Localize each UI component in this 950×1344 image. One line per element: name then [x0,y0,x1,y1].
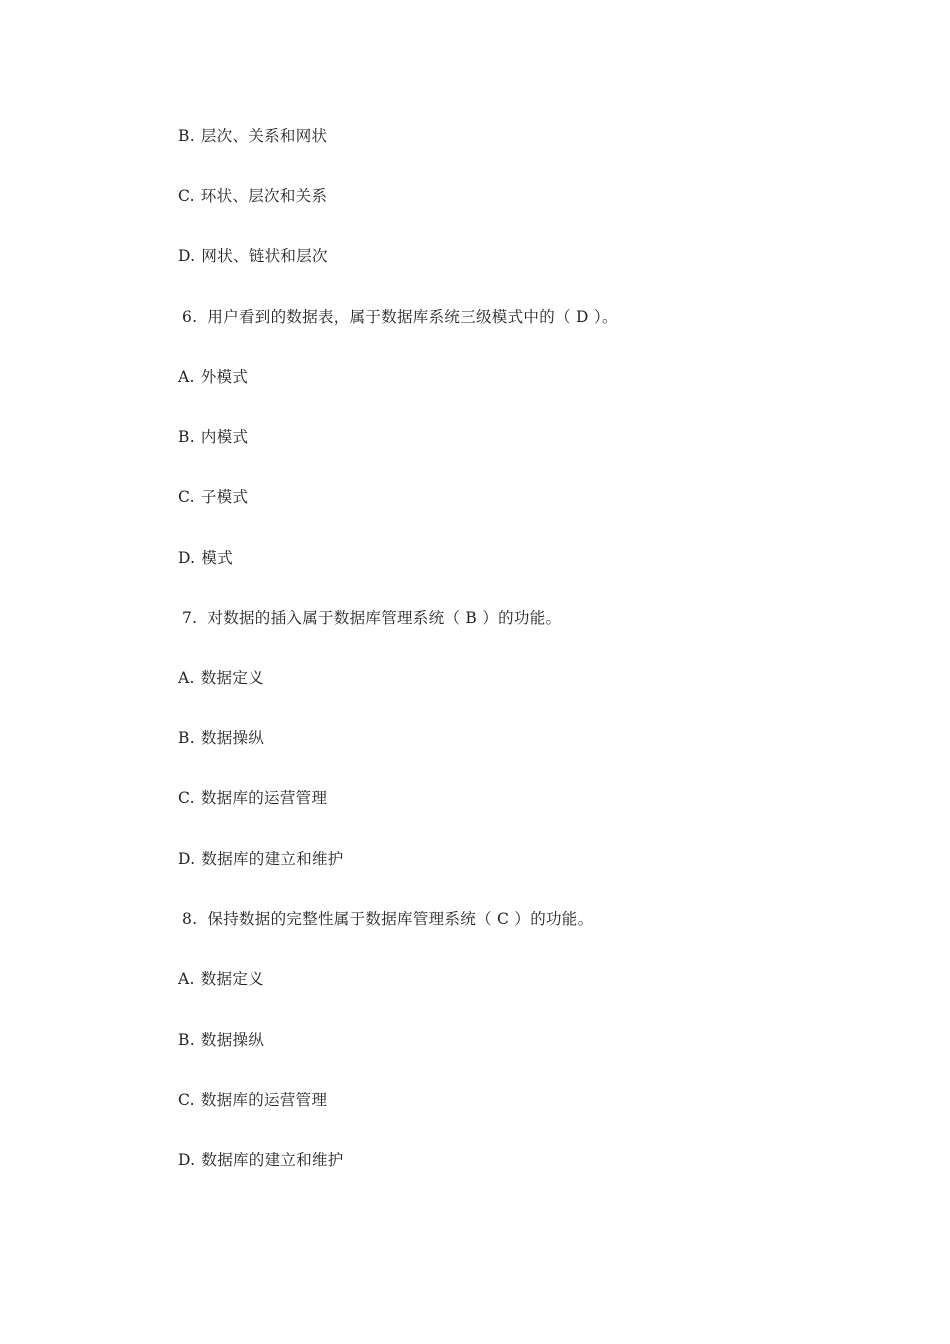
option-text: 数据定义 [200,669,264,687]
option-line [178,487,248,507]
question-text: 保持数据的完整性属于数据库管理系统（ C ）的功能。 [207,910,594,928]
option-line [178,126,327,146]
option-line [178,548,233,568]
question-line [182,608,561,628]
option-line [178,788,327,808]
option-line [178,1150,344,1170]
question-line [182,909,593,929]
question-number: 6. [182,308,198,326]
option-marker: B. [178,127,195,145]
option-text: 环状、层次和关系 [200,187,328,205]
option-line [178,1090,327,1110]
option-text: 数据库的运营管理 [200,1091,328,1109]
option-text: 数据库的建立和维护 [201,1151,344,1169]
option-marker: C. [178,187,195,205]
option-text: 数据库的运营管理 [200,789,328,807]
option-marker: D. [178,247,196,265]
option-marker: B. [178,729,195,747]
option-line [178,849,344,869]
option-line [178,728,264,748]
question-line [182,307,618,327]
option-line [178,969,264,989]
question-text: 对数据的插入属于数据库管理系统（ B ）的功能。 [207,609,562,627]
question-text: 用户看到的数据表，属于数据库系统三级模式中的（ D ）。 [207,308,618,326]
option-text: 模式 [201,549,234,567]
option-marker: A. [178,970,195,988]
option-line [178,367,248,387]
option-text: 数据操纵 [200,1031,265,1049]
option-text: 数据定义 [200,970,264,988]
option-text: 网状、链状和层次 [201,247,328,265]
option-line [178,1030,264,1050]
option-marker: B. [178,1031,195,1049]
option-marker: C. [178,1091,195,1109]
option-marker: C. [178,789,195,807]
option-line [178,246,328,266]
option-text: 数据操纵 [200,729,265,747]
option-marker: D. [178,549,196,567]
option-line [178,427,248,447]
option-marker: B. [178,428,195,446]
option-text: 层次、关系和网状 [200,127,328,145]
option-marker: D. [178,1151,196,1169]
option-text: 子模式 [200,488,249,506]
option-marker: A. [178,368,195,386]
option-marker: D. [178,850,196,868]
option-line [178,186,327,206]
option-marker: A. [178,669,195,687]
option-line [178,668,264,688]
option-marker: C. [178,488,195,506]
option-text: 外模式 [200,368,249,386]
option-text: 内模式 [200,428,249,446]
question-number: 8. [182,910,198,928]
question-number: 7. [182,609,198,627]
option-text: 数据库的建立和维护 [201,850,344,868]
